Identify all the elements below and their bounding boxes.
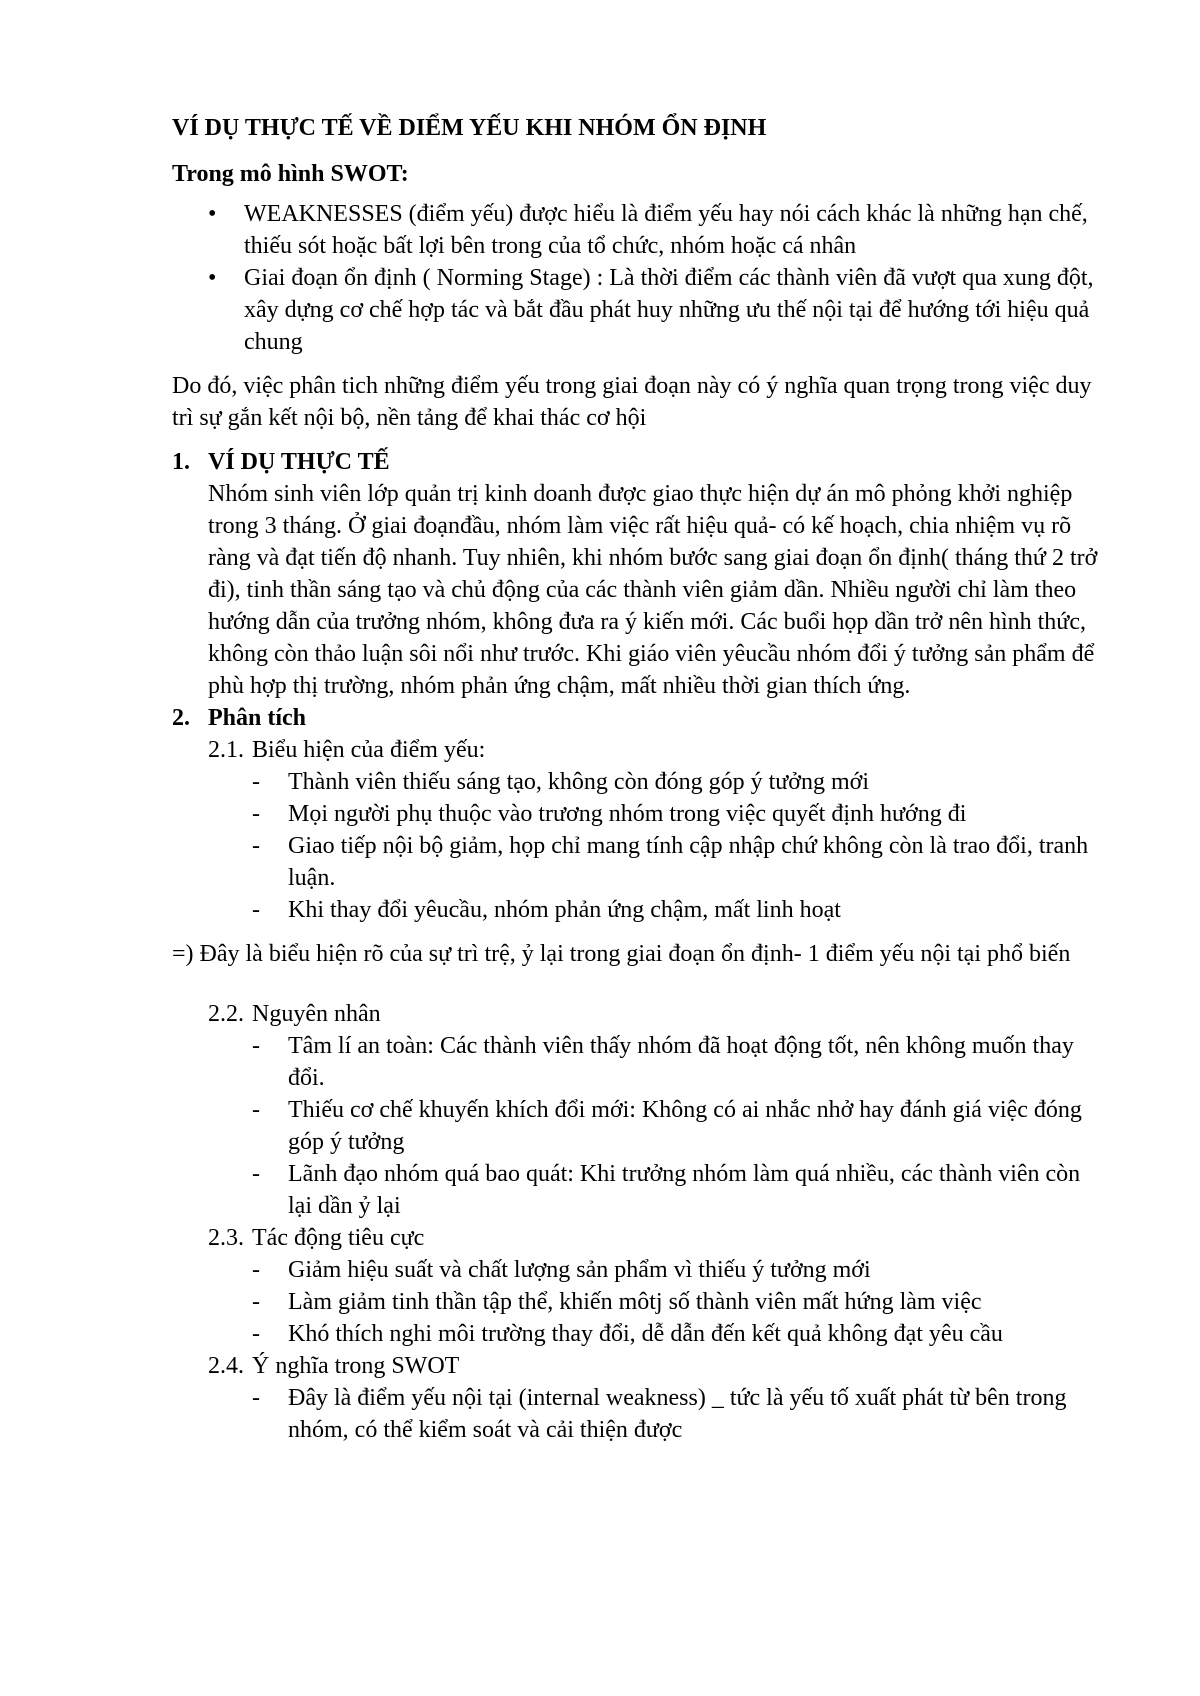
dash-icon: - — [252, 1385, 260, 1411]
bullet-text: Giai đoạn ổn định ( Norming Stage) : Là thời điểm các thành viên đã vượt qua xung đột, xây dựng cơ chế hợp tác và bắt đầu phát huy những ưu thế nội tại để hướng tới hiệu quả chung — [244, 265, 1094, 355]
dash-list — [172, 1254, 1102, 1350]
dash-item — [172, 1318, 1102, 1350]
section-2-heading: Phân tích — [208, 705, 307, 731]
dash-icon: - — [252, 1033, 260, 1059]
dash-text: Thiếu cơ chế khuyến khích đổi mới: Không có ai nhắc nhở hay đánh giá việc đóng góp ý tưởng — [288, 1097, 1082, 1155]
dash-item — [172, 1094, 1102, 1158]
dash-text: Làm giảm tinh thần tập thể, khiến môtj số thành viên mất hứng làm việc — [288, 1289, 982, 1315]
swot-subtitle: Trong mô hình SWOT: — [172, 161, 409, 187]
document-title: VÍ DỤ THỰC TẾ VỀ DIỂM YẾU KHI NHÓM ỔN ĐỊNH — [172, 115, 767, 141]
dash-item — [172, 1286, 1102, 1318]
dash-item — [172, 830, 1102, 894]
bullet-text: WEAKNESSES (điểm yếu) được hiểu là điểm yếu hay nói cách khác là những hạn chế, thiếu sót hoặc bất lợi bên trong của tổ chức, nhóm hoặc cá nhân — [244, 201, 1088, 259]
dash-icon: - — [252, 1161, 260, 1187]
subsection-2-4 — [208, 1350, 1102, 1382]
subsection-number: 2.1. — [208, 737, 244, 763]
bullet-icon: • — [208, 201, 217, 227]
subsection-2-1 — [208, 734, 1102, 766]
dash-icon: - — [252, 1097, 260, 1123]
dash-item — [172, 1254, 1102, 1286]
dash-list — [172, 1382, 1102, 1446]
dash-text: Tâm lí an toàn: Các thành viên thấy nhóm đã hoạt động tốt, nên không muốn thay đổi. — [288, 1033, 1074, 1091]
subsection-label: Tác động tiêu cực — [252, 1225, 425, 1251]
dash-list — [172, 766, 1102, 926]
document-body — [172, 112, 1102, 1446]
dash-icon: - — [252, 769, 260, 795]
dash-icon: - — [252, 1289, 260, 1315]
dash-text: Đây là điểm yếu nội tại (internal weakness) _ tức là yếu tố xuất phát từ bên trong nhóm, có thể kiểm soát và cải thiện được — [288, 1385, 1067, 1443]
dash-text: Khó thích nghi môi trường thay đổi, dễ dẫn đến kết quả không đạt yêu cầu — [288, 1321, 1003, 1347]
dash-text: Giao tiếp nội bộ giảm, họp chỉ mang tính cập nhập chứ không còn là trao đổi, tranh luận. — [288, 833, 1089, 891]
dash-icon: - — [252, 833, 260, 859]
bullet-icon: • — [208, 265, 217, 291]
dash-text: Thành viên thiếu sáng tạo, không còn đóng góp ý tưởng mới — [288, 769, 869, 795]
section-2 — [172, 702, 1102, 734]
dash-item — [172, 798, 1102, 830]
intro-paragraph: Do đó, việc phân tich những điểm yếu trong giai đoạn này có ý nghĩa quan trọng trong việc duy trì sự gắn kết nội bộ, nền tảng để khai thác cơ hội — [172, 373, 1092, 431]
dash-text: Giảm hiệu suất và chất lượng sản phẩm vì thiếu ý tưởng mới — [288, 1257, 871, 1283]
subsection-number: 2.2. — [208, 1001, 244, 1027]
dash-list — [172, 1030, 1102, 1222]
subsection-label: Nguyên nhân — [252, 1001, 381, 1027]
subsection-2-3 — [208, 1222, 1102, 1254]
dash-text: Khi thay đổi yêucầu, nhóm phản ứng chậm, mất linh hoạt — [288, 897, 841, 923]
section-1 — [172, 446, 1102, 702]
dash-item — [172, 766, 1102, 798]
subsection-number: 2.4. — [208, 1353, 244, 1379]
dash-text: Lãnh đạo nhóm quá bao quát: Khi trưởng nhóm làm quá nhiều, các thành viên còn lại dần ỷ lại — [288, 1161, 1081, 1219]
section-1-heading: VÍ DỤ THỰC TẾ — [208, 449, 390, 475]
dash-icon: - — [252, 897, 260, 923]
conclusion-paragraph: =) Đây là biểu hiện rõ của sự trì trệ, ỷ lại trong giai đoạn ổn định- 1 điểm yếu nội tại phổ biến — [172, 941, 1071, 967]
dash-item — [172, 1382, 1102, 1446]
dash-item — [172, 894, 1102, 926]
bullet-item — [172, 262, 1102, 358]
dash-icon: - — [252, 1257, 260, 1283]
section-1-number: 1. — [172, 449, 190, 475]
dash-icon: - — [252, 1321, 260, 1347]
section-2-number: 2. — [172, 705, 190, 731]
section-1-body: Nhóm sinh viên lớp quản trị kinh doanh được giao thực hiện dự án mô phỏng khởi nghiệp trong 3 tháng. Ở giai đoạnđầu, nhóm làm việc rất hiệu quả- có kế hoạch, chia nhiệm vụ rõ ràng và đạt tiến độ nhanh. Tuy nhiên, khi nhóm bước sang giai đoạn ổn định( tháng thứ 2 trở đi), tinh thần sáng tạo và chủ động của các thành viên giảm dần. Nhiều người chỉ làm theo hướng dẫn của trưởng nhóm, không đưa ra ý kiến mới. Các buổi họp dần trở nên hình thức, không còn thảo luận sôi nổi như trước. Khi giáo viên yêucầu nhóm đổi ý tưởng sản phẩm để phù hợp thị trường, nhóm phản ứng chậm, mất nhiều thời gian thích ứng. — [208, 481, 1098, 699]
bullet-list — [172, 198, 1102, 358]
dash-item — [172, 1030, 1102, 1094]
subsection-label: Biểu hiện của điểm yếu: — [252, 737, 486, 763]
subsection-2-2 — [208, 998, 1102, 1030]
dash-text: Mọi người phụ thuộc vào trương nhóm trong việc quyết định hướng đi — [288, 801, 967, 827]
subsection-label: Ý nghĩa trong SWOT — [252, 1353, 460, 1379]
dash-icon: - — [252, 801, 260, 827]
bullet-item — [172, 198, 1102, 262]
subsection-number: 2.3. — [208, 1225, 244, 1251]
dash-item — [172, 1158, 1102, 1222]
